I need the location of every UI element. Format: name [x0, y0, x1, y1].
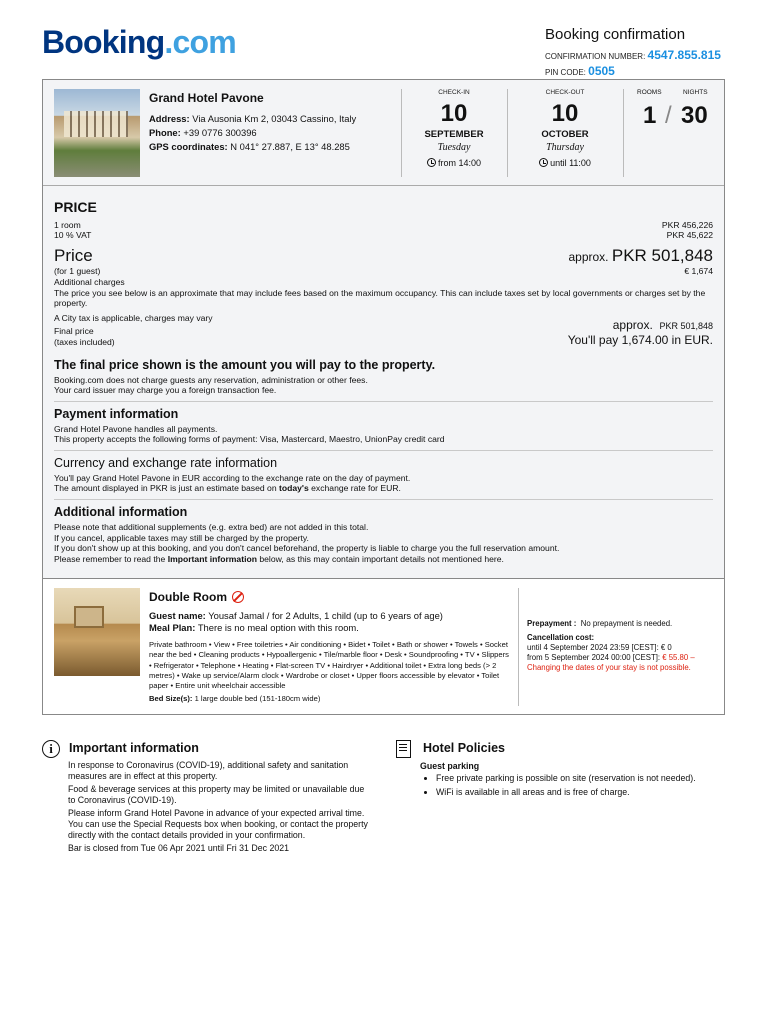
room-info: Double Room Guest name: Yousaf Jamal / for 2 Adults, 1 child (up to 6 years of age) Meal Plan: There is no meal option with this room. Private bathroom • View • Free toiletries • Air conditioning • Bidet • Toilet • Bath or shower • Towels • Socket near the bed • Cleaning products • Hypoallergenic • Tile/marble floor • Desk • Soundproofing • TV • Slippers • Refrigerator • Telephone • Heating • Flat-screen TV • Hairdryer • Additional toilet • Extra long beds (> 2 metres) • Wake up service/Alarm clock • Wardrobe or closet • Upper floors accessible by elevator • Toilet paper • Entire unit wheelchair accessible Bed Size(s): 1 large double bed (151-180cm wide) [149, 589, 509, 704]
total-price: PKR 501,848 [611, 245, 713, 265]
document-icon [396, 740, 411, 758]
check-in-time: from 14:00 [437, 157, 482, 168]
list-item: • Free private parking is possible on site (reservation is not needed). [436, 773, 726, 784]
final-price: PKR 501,848 [659, 320, 713, 331]
divider [623, 89, 624, 177]
rooms-count: 1 [643, 102, 657, 129]
payment-heading: Payment information [54, 406, 179, 421]
vat-price: PKR 45,622 [666, 230, 713, 241]
room-section [43, 578, 724, 714]
currency-heading: Currency and exchange rate information [54, 456, 278, 471]
final-price-notice: The final price shown is the amount you will pay to the property. [54, 357, 436, 372]
hotel-gps: N 041° 27.887, E 13° 48.285 [230, 140, 350, 152]
hotel-policies: Hotel Policies Guest parking • Free private parking is possible on site (reservation is not needed). • WiFi is available in all areas and is free of charge. [396, 740, 726, 801]
booking-summary-box [42, 79, 725, 715]
important-information: i Important information In response to Coronavirus (COVID-19), additional safety and sanitation measures are in effect at this property. Food & beverage services at this property may be limited or unavailable due to Coronavirus (COVID-19). Please inform Grand Hotel Pavone in advance of your expected arrival time. You can use the Special Requests box when booking, or contact the property directly with the contact details provided in your confirmation. Bar is closed from Tue 06 Apr 2021 until Fri 31 Dec 2021 [42, 740, 372, 856]
cancellation-policy: Prepayment : No prepayment is needed. Cancellation cost: until 4 September 2024 23:59 [CEST]: € 0 from 5 September 2024 00:00 [CEST]: € 55.80 – Changing the dates of your stay is not possible. [527, 618, 695, 672]
divider [507, 89, 508, 177]
booking-logo: Booking.com [42, 24, 236, 60]
hotel-photo [54, 89, 140, 177]
hotel-address: Via Ausonia Km 2, 03043 Cassino, Italy [192, 113, 357, 124]
check-out-time: until 11:00 [550, 157, 591, 168]
hotel-section: Grand Hotel Pavone Address: Via Ausonia Km 2, 03043 Cassino, Italy Phone: +39 0776 300396 GPS coordinates: N 041° 27.887, E 13° 48.285 CHECK-IN 10 SEPTEMBER Tuesday from 14:00 CHECK-OUT 10 OCTOBER Thursday until 11:00 ROOMS NIGHTS 1 / 30 [43, 80, 724, 185]
price-section: PRICE 1 room PKR 456,226 10 % VAT PKR 45,622 Price approx. PKR 501,848 (for 1 guest) € 1,674 Additional charges The price you see below is an approximate that may include fees based on the maximum occupancy. This can include taxes set by local governments or charges set by the property. A City tax is applicable, charges may vary Final price (taxes included) approx. PKR 501,848 You'll pay 1,674.00 in EUR. The final price shown is the amount you will pay to the property. Booking.com does not charge guests any reservation, administration or other fees. Your card issuer may charge you a foreign transaction fee. Payment information Grand Hotel Pavone handles all payments. This property accepts the following forms of payment: Visa, Mastercard, Maestro, UnionPay credit card Currency and exchange rate information You'll pay Grand Hotel Pavone in EUR according to the exchange rate on the day of payment. The amount displayed in PKR is just an estimate based on today's exchange rate for EUR. Additional information Please note that additional supplements (e.g. extra bed) are not added in this total. If you cancel, applicable taxes may still be charged by the property. If you don't show up at this booking, and you don't cancel beforehand, the property is liable to charge you the full reservation amount. Please remember to read the Important information below, as this may contain important details not mentioned here. [43, 185, 724, 578]
pay-in-eur: You'll pay 1,674.00 in EUR. [567, 332, 713, 347]
divider [518, 588, 519, 706]
nights-count: 30 [681, 102, 708, 129]
price-note: The price you see below is an approximate that may include fees based on the maximum occupancy. This can include taxes set by local governments or charges set by the property. [54, 287, 706, 309]
list-item: • WiFi is available in all areas and is free of charge. [436, 787, 726, 798]
hotel-name: Grand Hotel Pavone [149, 91, 264, 105]
room-name: Double Room [149, 589, 227, 604]
meal-plan: There is no meal option with this room. [197, 622, 359, 634]
check-in-month: SEPTEMBER [424, 128, 484, 140]
guest-name: Yousaf Jamal / for 2 Adults, 1 child (up to 6 years of age) [208, 609, 443, 621]
room-photo [54, 588, 140, 676]
price-heading: PRICE [54, 199, 97, 215]
total-eur: € 1,674 [684, 266, 713, 277]
page-title: Booking confirmation [545, 26, 686, 43]
check-out-block: CHECK-OUT 10 OCTOBER Thursday until 11:00 [512, 89, 618, 169]
check-in-block: CHECK-IN 10 SEPTEMBER Tuesday from 14:00 [401, 89, 507, 169]
pin-code: 0505 [588, 63, 615, 78]
additional-heading: Additional information [54, 505, 188, 520]
clock-icon [427, 158, 436, 167]
room-facilities: Private bathroom • View • Free toiletries • Air conditioning • Bidet • Toilet • Bath or shower • Towels • Socket near the bed • Cleaning products • Hypoallergenic • Tile/marble floor • Desk • Soundproofing • TV • Slippers • Refrigerator • Telephone • Heating • Flat-screen TV • Hairdryer • Additional toilet • Extra long beds (> 2 metres) • Wake up service/Alarm clock • Wardrobe or closet • Upper floors accessible by elevator • Toilet paper • Entire unit wheelchair accessible [149, 640, 509, 691]
check-out-month: OCTOBER [541, 128, 589, 140]
prepayment: No prepayment is needed. [580, 618, 673, 628]
clock-icon [539, 158, 548, 167]
no-smoking-icon [232, 591, 244, 603]
check-in-weekday: Tuesday [437, 142, 471, 154]
hotel-phone: +39 0776 300396 [183, 126, 257, 138]
hotel-info: Grand Hotel Pavone Address: Via Ausonia Km 2, 03043 Cassino, Italy Phone: +39 0776 300396 GPS coordinates: N 041° 27.887, E 13° 48.285 [149, 91, 399, 154]
check-out-day: 10 [551, 100, 579, 128]
confirmation-number-label: CONFIRMATION NUMBER: [545, 51, 646, 61]
room-price: PKR 456,226 [661, 219, 713, 230]
check-out-weekday: Thursday [546, 142, 584, 154]
pin-code-label: PIN CODE: [545, 67, 586, 77]
check-in-day: 10 [440, 100, 468, 128]
info-icon: i [42, 740, 60, 758]
confirmation-number: 4547.855.815 [647, 47, 721, 62]
bed-size: 1 large double bed (151-180cm wide) [194, 694, 321, 704]
confirmation-block [545, 26, 755, 79]
